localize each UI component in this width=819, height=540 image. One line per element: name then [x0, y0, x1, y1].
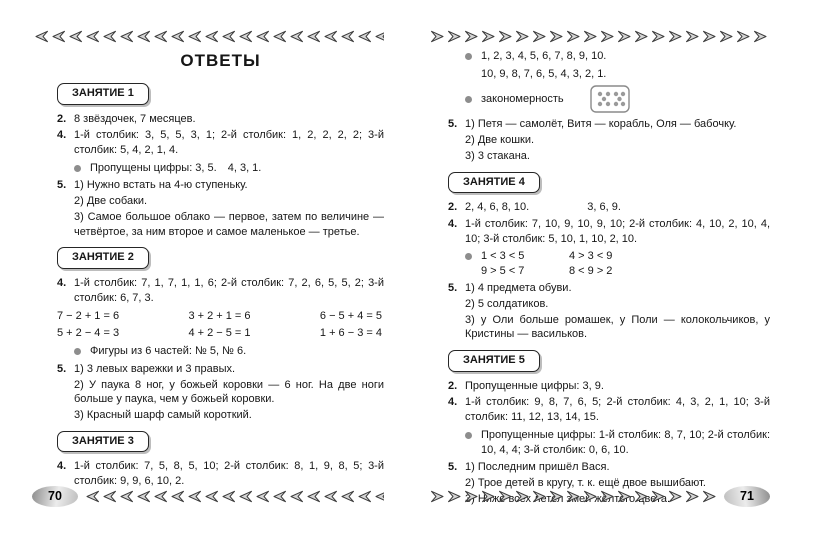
session-2-tab-row	[57, 247, 384, 269]
item-text: 2, 4, 6, 8, 10.	[465, 201, 530, 214]
answer-item	[57, 362, 384, 423]
ornament-border-top-right	[430, 30, 770, 43]
item-text: 1-й столбик: 7, 5, 8, 5, 10; 2-й столбик: 8, 1, 9, 8, 5; 3-й столбик: 9, 9, 6, 10, 2.	[74, 460, 384, 488]
item-number: 2.	[448, 379, 458, 392]
sub-answers	[465, 281, 770, 342]
equation: 1 + 6 − 3 = 4	[319, 327, 382, 340]
item-text: 1-й столбик: 7, 10, 9, 10, 9, 10; 2-й столбик: 4, 10, 2, 10, 4, 10; 3-й столбик: 5, 10, 1, 10, 2, 10.	[465, 218, 770, 245]
right-page-footer	[430, 486, 770, 507]
item-number: 5.	[57, 179, 67, 192]
bullet-icon	[74, 165, 81, 172]
item-number: 4.	[448, 396, 458, 409]
session-3-tab: ЗАНЯТИЕ 3	[57, 431, 149, 453]
sub-answer: 1) Нужно встать на 4-ю ступеньку.	[74, 179, 248, 192]
bullet-note	[448, 84, 770, 114]
inequality: 9 > 5 < 7	[481, 265, 525, 278]
sub-answer: 2) Трое детей в кругу, т. к. ещё двое вышибают.	[465, 477, 706, 490]
item-number: 4.	[57, 277, 67, 290]
item-text: Пропущенные цифры: 3, 9.	[465, 379, 604, 392]
bullet-icon	[74, 348, 81, 355]
ornament-border-top-left	[32, 30, 384, 43]
sequence-line: 10, 9, 8, 7, 6, 5, 4, 3, 2, 1.	[481, 67, 607, 80]
sub-answer: 1) 4 предмета обуви.	[465, 282, 572, 295]
page-number: 71	[740, 489, 754, 504]
session-3-tab-row	[57, 431, 384, 453]
sub-answer: 1) Последним пришёл Вася.	[465, 461, 610, 474]
session-1-tab-row	[57, 83, 384, 105]
sub-answer: 1) 3 левых варежки и 3 правых.	[74, 362, 236, 375]
item-number: 5.	[448, 461, 458, 474]
answer-item	[57, 128, 384, 157]
bullet-note	[57, 161, 384, 176]
sub-answer: 2) 5 солдатиков.	[465, 297, 549, 310]
page-number: 70	[48, 489, 62, 504]
item-number: 2.	[448, 201, 458, 214]
right-page	[430, 46, 770, 509]
sequence-line: 1, 2, 3, 4, 5, 6, 7, 8, 9, 10.	[481, 50, 607, 62]
equation: 3 + 2 + 1 = 6	[188, 309, 251, 322]
bullet-icon	[465, 253, 472, 260]
equation: 5 + 2 − 4 = 3	[57, 327, 120, 340]
sub-answer: 2) Две собаки.	[74, 195, 148, 208]
session-4-tab: ЗАНЯТИЕ 4	[448, 172, 540, 194]
bullet-note	[57, 344, 384, 359]
bullet-text: Фигуры из 6 частей: № 5, № 6.	[90, 345, 247, 358]
sub-answers	[465, 117, 770, 163]
page-title: ОТВЕТЫ	[180, 51, 261, 70]
answer-item	[57, 178, 384, 239]
item-text: 8 звёздочек, 7 месяцев.	[74, 112, 196, 125]
item-number: 4.	[57, 460, 67, 473]
bullet-text: закономерность	[481, 93, 564, 106]
session-1-tab: ЗАНЯТИЕ 1	[57, 83, 149, 105]
equation: 6 − 5 + 4 = 5	[319, 309, 382, 322]
item-text: 1-й столбик: 3, 5, 5, 3, 1; 2-й столбик: 1, 2, 2, 2, 2; 3-й столбик: 5, 4, 2, 1, 4.	[74, 129, 384, 156]
inequality-row	[448, 264, 770, 279]
session-5-tab: ЗАНЯТИЕ 5	[448, 350, 540, 372]
dots-pattern-card-icon	[590, 85, 630, 113]
equation: 7 − 2 + 1 = 6	[57, 309, 120, 322]
item-number: 5.	[448, 118, 458, 131]
item-text: 3, 6, 9.	[587, 201, 621, 214]
bullet-note	[448, 49, 770, 64]
ornament-border-bottom-left	[83, 490, 384, 503]
answer-item	[57, 276, 384, 305]
item-number: 4.	[448, 218, 458, 231]
equation: 4 + 2 − 5 = 1	[188, 327, 251, 340]
answer-item	[448, 379, 770, 394]
sub-answers	[74, 362, 384, 423]
sub-answer: 2) Две кошки.	[465, 134, 535, 147]
left-page-footer	[32, 486, 384, 507]
ornament-border-bottom-right	[430, 490, 719, 503]
sub-answer: 1) Петя — самолёт, Витя — корабль, Оля — бабочку.	[465, 118, 737, 131]
inequality-row	[448, 249, 770, 264]
sub-answers	[74, 178, 384, 239]
item-number: 5.	[57, 362, 67, 375]
answer-item	[448, 395, 770, 424]
sub-answer: 3) у Оли больше ромашек, у Поли — колокольчиков, у Кристины — васильков.	[465, 313, 770, 341]
answer-item	[57, 459, 384, 488]
bullet-text: Пропущенные цифры: 1-й столбик: 8, 7, 10; 2-й столбик: 10, 4, 4; 3-й столбик: 0, 6, 10.	[481, 428, 770, 456]
sub-answer: 2) У паука 8 ног, у божьей коровки — 6 ног. На две ноги больше у паука, чем у божьей коровки.	[74, 378, 384, 406]
sub-answer: 3) Самое большое облако — первое, затем по величине — четвёртое, за ним второе и самое маленькое — третье.	[74, 210, 384, 238]
sub-answer: 3) 3 стакана.	[465, 149, 530, 162]
item-text: 1-й столбик: 9, 8, 7, 6, 5; 2-й столбик: 4, 3, 2, 1, 10; 3-й столбик: 11, 12, 13, 14, 15.	[465, 396, 770, 424]
equation-row	[57, 309, 384, 324]
inequality: 4 > 3 < 9	[569, 249, 613, 262]
page-number-badge	[724, 486, 770, 507]
bullet-icon	[465, 96, 472, 103]
session-5-tab-row	[448, 350, 770, 372]
bullet-note	[448, 428, 770, 457]
session-2-tab: ЗАНЯТИЕ 2	[57, 247, 149, 269]
bullet-icon	[465, 432, 472, 439]
equation-row	[57, 326, 384, 341]
answer-item	[57, 112, 384, 127]
session-4-tab-row	[448, 172, 770, 194]
item-text: 1-й столбик: 7, 1, 7, 1, 1, 6; 2-й столбик: 7, 2, 6, 5, 5, 2; 3-й столбик: 6, 7, 3.	[74, 277, 384, 304]
sub-answer: 3) Красный шарф самый короткий.	[74, 408, 252, 421]
item-number: 5.	[448, 282, 458, 295]
answer-item	[448, 217, 770, 246]
page-number-badge	[32, 486, 78, 507]
bullet-text: Пропущены цифры: 3, 5. 4, 3, 1.	[90, 161, 262, 174]
item-number: 2.	[57, 112, 67, 125]
answer-item	[448, 200, 770, 215]
answer-item	[448, 117, 770, 163]
inequality: 8 < 9 > 2	[569, 265, 613, 278]
inequality: 1 < 3 < 5	[481, 249, 525, 262]
item-number: 4.	[57, 129, 67, 142]
left-page	[32, 46, 384, 491]
answer-item	[448, 281, 770, 342]
bullet-icon	[465, 53, 472, 60]
